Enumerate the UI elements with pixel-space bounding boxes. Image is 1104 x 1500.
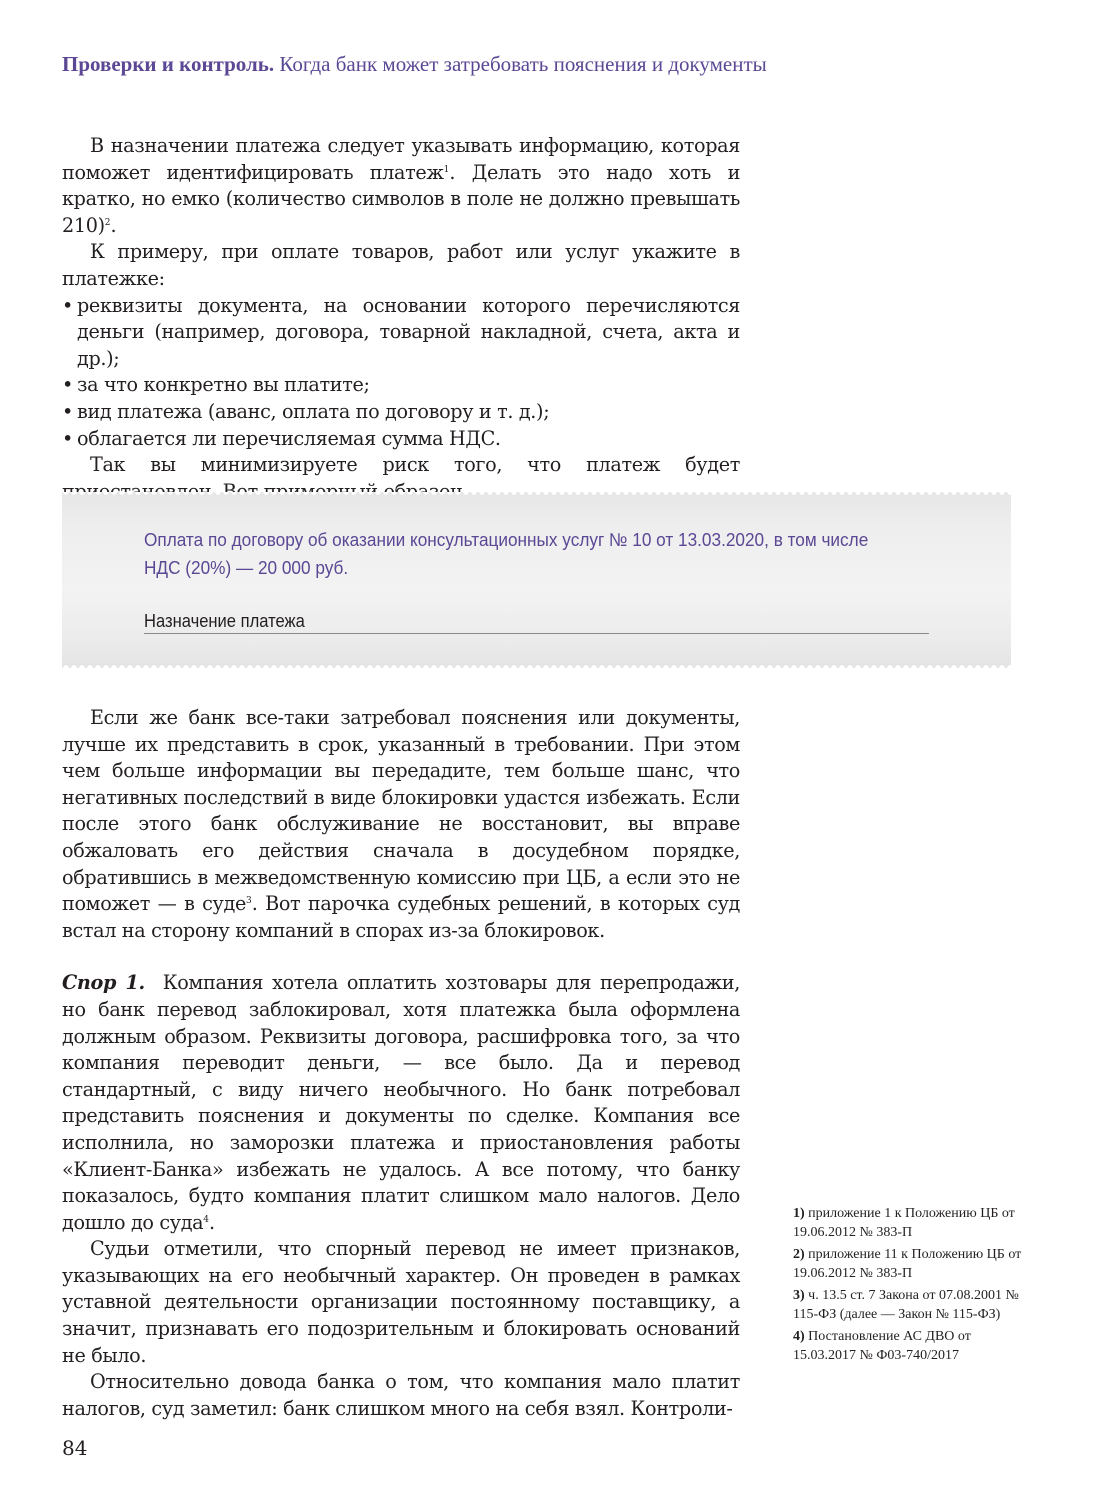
paragraph: Судьи отметили, что спорный перевод не имеет признаков, указывающих на его необычный характер. Он проведен в рамках уставной деятельности организации постоянному поставщику, а значит, признавать его подозрительным и блокировать оснований не было. (62, 1237, 740, 1367)
box-edge-top (62, 492, 1011, 497)
page-header (62, 52, 1062, 77)
section-title: Проверки и контроль. (62, 52, 275, 76)
footnote: 2) приложение 11 к Положению ЦБ от 19.06.2012 № 383-П (793, 1247, 1022, 1281)
footnote: 3) ч. 13.5 ст. 7 Закона от 07.08.2001 № 115-ФЗ (далее — Закон № 115-ФЗ) (793, 1288, 1019, 1322)
list-item: • вид платежа (аванс, оплата по договору и т. д.); (62, 399, 740, 426)
paragraph: Если же банк все-таки затребовал пояснения или документы, лучше их представить в срок, указанный в требовании. При этом чем больше информации вы передадите, тем больше шанс, что негативных последствий в виде блокировки удастся избежать. Если после этого банк обслуживание не восстановит, вы вправе обжаловать его действия сначала в досудебном порядке, обратившись в межведомственную комиссию при ЦБ, а если это не поможет — в суде$^3$. Вот парочка судебных решений, в которых суд встал на сторону компаний в спорах из-за блокировок. (62, 706, 740, 942)
list-item: • за что конкретно вы платите; (62, 372, 740, 399)
footnotes (793, 1205, 1033, 1369)
section-subtitle: Когда банк может затребовать пояснения и документы (279, 52, 767, 76)
payment-purpose-label: Назначение платежа (144, 609, 929, 634)
list-item: • реквизиты документа, на основании которого перечисляются деньги (например, договора, товарной накладной, счета, акта и др.); (62, 293, 740, 373)
footnote: 1) приложение 1 к Положению ЦБ от 19.06.2012 № 383-П (793, 1206, 1015, 1240)
payment-purpose-text: Оплата по договору об оказании консультационных услуг № 10 от 13.03.2020, в том числе НДС (20%) — 20 000 руб. (144, 529, 869, 578)
page-number: 84 (62, 1436, 88, 1460)
box-edge-bottom (62, 663, 1011, 668)
paragraph: Так вы минимизируете риск того, что платеж будет (90, 453, 740, 477)
paragraph: Относительно довода банка о том, что компания мало платит налогов, суд заметил: банк слишком много на себя взял. Контроли- (62, 1370, 740, 1420)
footnote-ref: 2 (104, 217, 111, 228)
footnote-ref: 3 (245, 896, 252, 907)
body-column (62, 705, 740, 1422)
dispute-paragraph: Спор 1. Компания хотела оплатить хозтовары для перепродажи, но банк перевод заблокировал, хотя платежка была оформлена должным образом. Реквизиты договора, расшифровка того, за что компания переводит деньги, — все было. Да и перевод стандартный, с виду ничего необычного. Но банк потребовал представить пояснения и документы по сделке. Компания все исполнила, но заморозки платежа и приостановления работы «Клиент-Банка» избежать не удалось. А все потому, что банку показалось, будто компания платит слишком мало налогов. Дело дошло до суда$^4$. (62, 971, 740, 1234)
payment-sample-box (62, 492, 1011, 668)
dispute-title: Спор 1. (62, 971, 145, 995)
footnote-ref: 4 (203, 1214, 209, 1225)
paragraph: В назначении платежа следует указывать информацию, которая поможет идентифицировать платеж$^1$. Делать это надо хоть и кратко, но емко (количество символов в поле не должно превышать 210)$^2$. (62, 134, 741, 237)
paragraph: К примеру, при оплате товаров, работ или услуг укажите в платежке: (62, 240, 740, 290)
bullet-list (62, 293, 740, 453)
list-item: • облагается ли перечисляемая сумма НДС. (62, 426, 740, 453)
footnote: 4) Постановление АС ДВО от 15.03.2017 № Ф03-740/2017 (793, 1329, 971, 1363)
intro-column (62, 133, 740, 505)
footnote-ref: 1 (443, 164, 450, 175)
